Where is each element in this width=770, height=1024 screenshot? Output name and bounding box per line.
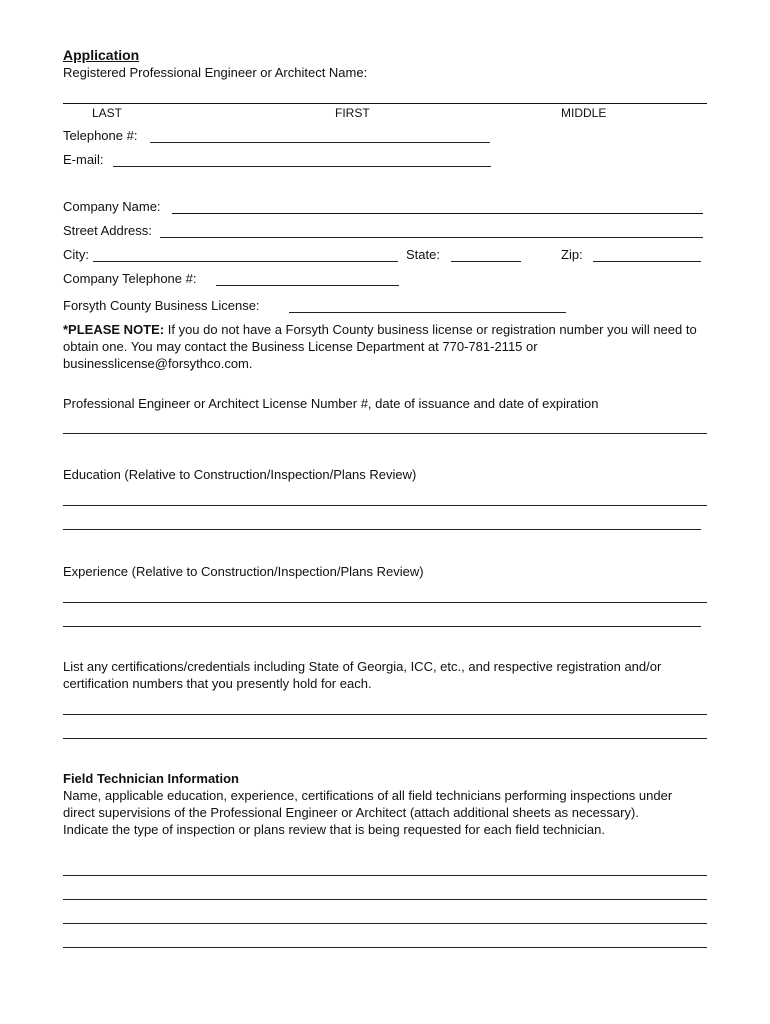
state-field[interactable] bbox=[451, 261, 521, 262]
engineer-name-label: Registered Professional Engineer or Architect Name: bbox=[63, 65, 368, 80]
field-technician-description: Name, applicable education, experience, certifications of all field technicians performing inspections under direct supervisions of the Professional Engineer or Architect (attach additional sheets as necessary). Indicate the type of inspection or plans review that is being requested for each field technician. bbox=[63, 788, 673, 837]
education-line-1[interactable] bbox=[63, 505, 707, 506]
pe-license-field[interactable] bbox=[63, 433, 707, 434]
company-telephone-label: Company Telephone #: bbox=[63, 271, 197, 286]
field-technician-line-3[interactable] bbox=[63, 923, 707, 924]
experience-label: Experience (Relative to Construction/Inspection/Plans Review) bbox=[63, 564, 424, 579]
field-technician-line-2[interactable] bbox=[63, 899, 707, 900]
first-name-caption: FIRST bbox=[335, 106, 370, 120]
street-address-field[interactable] bbox=[160, 237, 703, 238]
email-label: E-mail: bbox=[63, 152, 104, 167]
pe-license-label: Professional Engineer or Architect License Number #, date of issuance and date of expiration bbox=[63, 396, 599, 411]
company-telephone-field[interactable] bbox=[216, 285, 399, 286]
experience-line-1[interactable] bbox=[63, 602, 707, 603]
business-license-label: Forsyth County Business License: bbox=[63, 298, 260, 313]
middle-name-caption: MIDDLE bbox=[561, 106, 607, 120]
certifications-label: List any certifications/credentials including State of Georgia, ICC, etc., and respective registration and/or certification numbers that you presently hold for each. bbox=[63, 659, 662, 691]
last-name-caption: LAST bbox=[92, 106, 123, 120]
state-label: State: bbox=[406, 247, 440, 262]
please-note bbox=[63, 321, 711, 372]
telephone-field[interactable] bbox=[150, 142, 490, 143]
field-technician-line-4[interactable] bbox=[63, 947, 707, 948]
please-note-text: If you do not have a Forsyth County business license or registration number you will need to obtain one. You may contact the Business License Department at 770-781-2115 or businesslicense@forsythco.com. bbox=[63, 322, 697, 371]
zip-field[interactable] bbox=[593, 261, 701, 262]
company-name-field[interactable] bbox=[172, 213, 703, 214]
please-note-heading: *PLEASE NOTE: bbox=[63, 322, 165, 337]
certifications-line-1[interactable] bbox=[63, 714, 707, 715]
field-technician-heading: Field Technician Information bbox=[63, 771, 239, 786]
form-title: Application bbox=[63, 47, 140, 63]
city-field[interactable] bbox=[93, 261, 398, 262]
telephone-label: Telephone #: bbox=[63, 128, 138, 143]
education-line-2[interactable] bbox=[63, 529, 701, 530]
zip-label: Zip: bbox=[561, 247, 583, 262]
street-address-label: Street Address: bbox=[63, 223, 152, 238]
education-label: Education (Relative to Construction/Inspection/Plans Review) bbox=[63, 467, 417, 482]
engineer-name-field[interactable] bbox=[63, 103, 707, 104]
experience-line-2[interactable] bbox=[63, 626, 701, 627]
certifications-line-2[interactable] bbox=[63, 738, 707, 739]
business-license-field[interactable] bbox=[289, 312, 566, 313]
email-field[interactable] bbox=[113, 166, 491, 167]
field-technician-line-1[interactable] bbox=[63, 875, 707, 876]
city-label: City: bbox=[63, 247, 89, 262]
company-name-label: Company Name: bbox=[63, 199, 161, 214]
